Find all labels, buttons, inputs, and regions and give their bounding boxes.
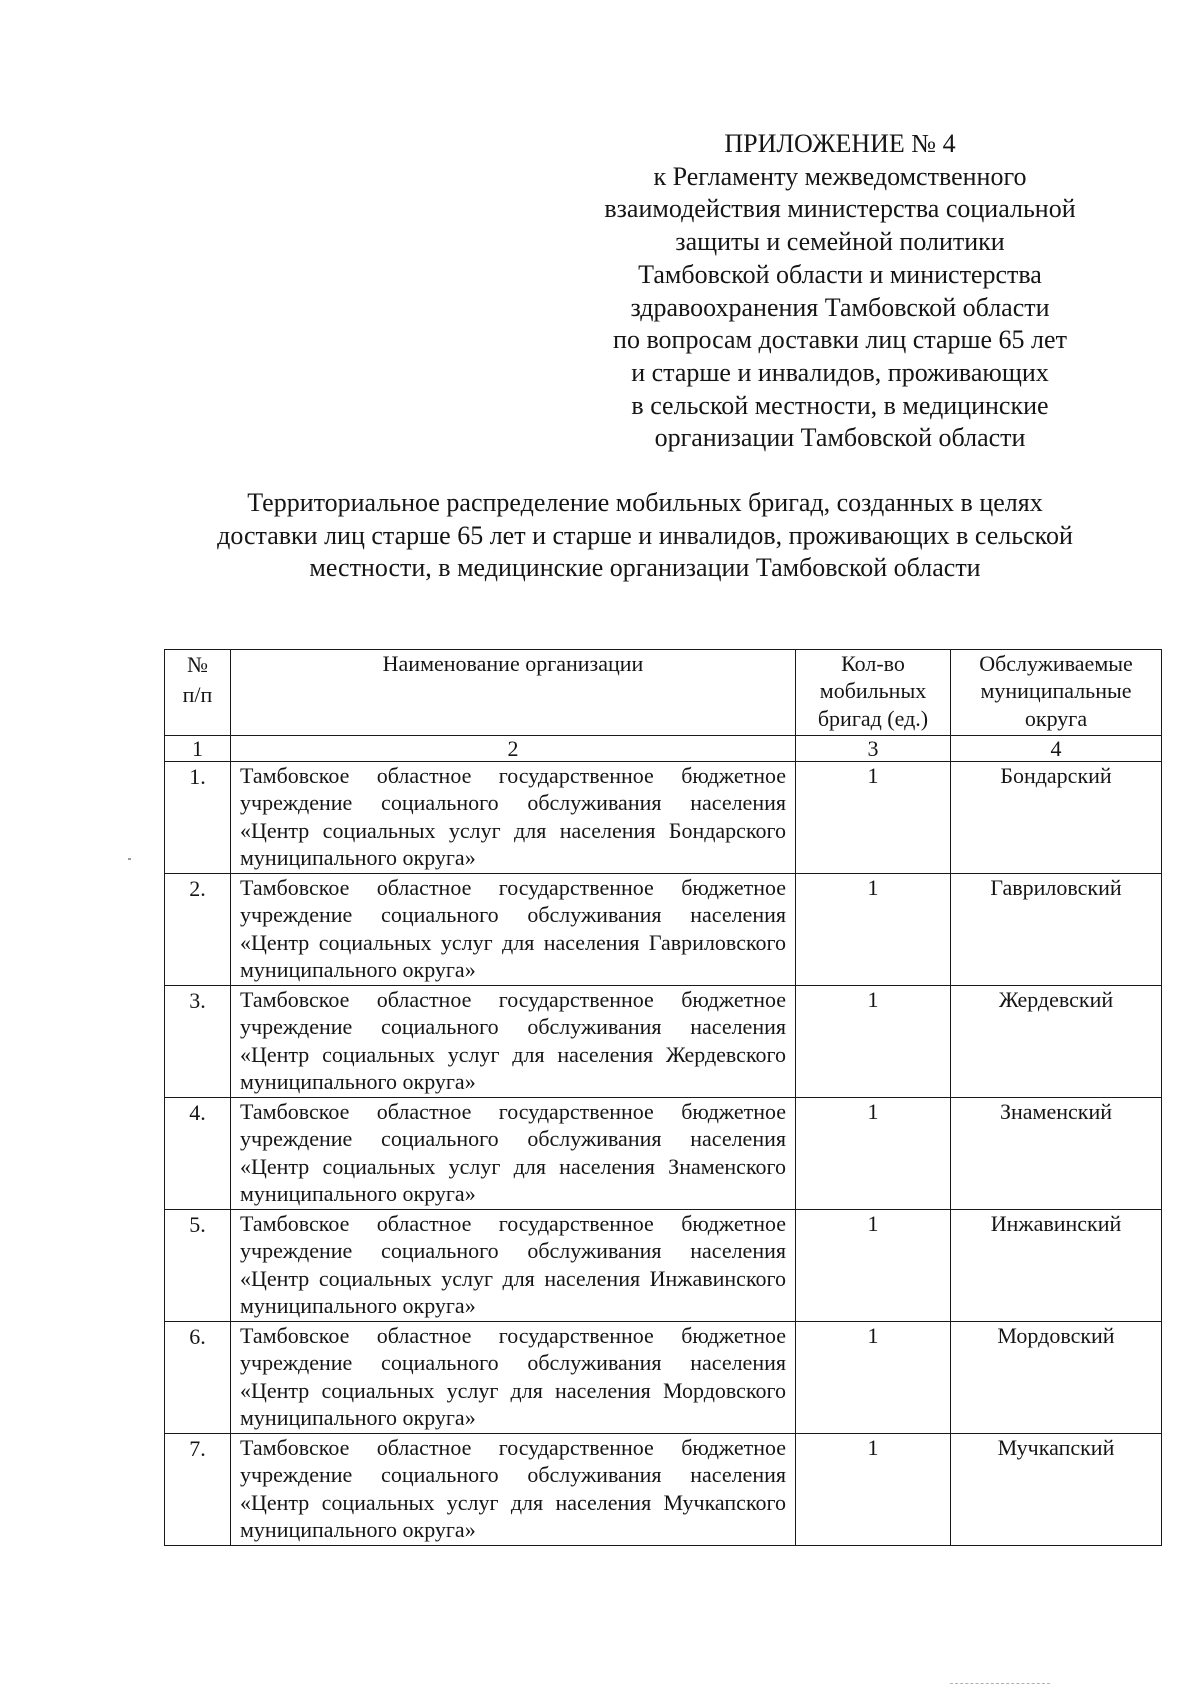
- header-districts-line: округа: [1024, 705, 1088, 731]
- brigade-count: 1: [796, 986, 951, 1098]
- scan-speck: [128, 858, 131, 860]
- table-row: [165, 762, 1162, 874]
- appendix-line: организации Тамбовской области: [654, 423, 1026, 453]
- organization-name: Тамбовское областное государственное бюджетное учреждение социального обслуживания населения «Центр социальных услуг для населения Жердевского муниципального округа»: [231, 986, 796, 1098]
- table-row: [165, 1434, 1162, 1546]
- scan-artifact-line: [950, 1683, 1050, 1684]
- header-organization: Наименование организации: [231, 650, 796, 736]
- header-districts: [951, 650, 1162, 736]
- header-count-line: бригад (ед.): [817, 705, 929, 731]
- table-row: [165, 986, 1162, 1098]
- district-name: Бондарский: [951, 762, 1162, 874]
- column-number: 1: [165, 736, 231, 762]
- row-number: 3.: [165, 986, 231, 1098]
- organization-name: Тамбовское областное государственное бюджетное учреждение социального обслуживания населения «Центр социальных услуг для населения Бондарского муниципального округа»: [231, 762, 796, 874]
- header-number-line: №: [187, 652, 208, 677]
- organization-name: Тамбовское областное государственное бюджетное учреждение социального обслуживания населения «Центр социальных услуг для населения Мучкапского муниципального округа»: [231, 1434, 796, 1546]
- appendix-line: и старше и инвалидов, проживающих: [631, 357, 1049, 387]
- table-row: [165, 1098, 1162, 1210]
- appendix-header: [560, 128, 1120, 455]
- document-title: [170, 487, 1120, 585]
- appendix-title: ПРИЛОЖЕНИЕ № 4: [724, 129, 956, 158]
- brigade-count: 1: [796, 1210, 951, 1322]
- brigades-table: [164, 649, 1162, 1546]
- table-row: [165, 1322, 1162, 1434]
- organization-name: Тамбовское областное государственное бюджетное учреждение социального обслуживания населения «Центр социальных услуг для населения Знаменского муниципального округа»: [231, 1098, 796, 1210]
- appendix-line: Тамбовской области и министерства: [638, 259, 1042, 289]
- appendix-line: здравоохранения Тамбовской области: [630, 292, 1050, 322]
- title-line: местности, в медицинские организации Тамбовской области: [309, 553, 981, 582]
- row-number: 2.: [165, 874, 231, 986]
- row-number: 6.: [165, 1322, 231, 1434]
- row-number: 7.: [165, 1434, 231, 1546]
- district-name: Мучкапский: [951, 1434, 1162, 1546]
- brigade-count: 1: [796, 874, 951, 986]
- title-line: Территориальное распределение мобильных бригад, созданных в целях: [247, 488, 1043, 517]
- header-districts-line: Обслуживаемые: [979, 651, 1133, 676]
- row-number: 5.: [165, 1210, 231, 1322]
- appendix-line: в сельской местности, в медицинские: [631, 390, 1049, 420]
- column-number: 2: [231, 736, 796, 762]
- header-districts-line: муниципальные: [980, 678, 1132, 704]
- appendix-line: к Регламенту межведомственного: [653, 161, 1027, 191]
- title-line: доставки лиц старше 65 лет и старше и инвалидов, проживающих в сельской: [217, 520, 1073, 550]
- brigade-count: 1: [796, 1434, 951, 1546]
- organization-name: Тамбовское областное государственное бюджетное учреждение социального обслуживания населения «Центр социальных услуг для населения Инжавинского муниципального округа»: [231, 1210, 796, 1322]
- brigade-count: 1: [796, 1322, 951, 1434]
- organization-name: Тамбовское областное государственное бюджетное учреждение социального обслуживания населения «Центр социальных услуг для населения Гавриловского муниципального округа»: [231, 874, 796, 986]
- appendix-line: по вопросам доставки лиц старше 65 лет: [613, 325, 1067, 355]
- row-number: 4.: [165, 1098, 231, 1210]
- district-name: Инжавинский: [951, 1210, 1162, 1322]
- district-name: Знаменский: [951, 1098, 1162, 1210]
- brigade-count: 1: [796, 1098, 951, 1210]
- column-number-row: [165, 736, 1162, 762]
- column-number: 3: [796, 736, 951, 762]
- header-count-line: мобильных: [819, 678, 927, 704]
- header-count-line: Кол-во: [841, 651, 905, 676]
- header-number-line: п/п: [182, 682, 213, 707]
- appendix-line: взаимодействия министерства социальной: [604, 194, 1076, 224]
- table-header-row: [165, 650, 1162, 736]
- column-number: 4: [951, 736, 1162, 762]
- header-brigade-count: [796, 650, 951, 736]
- header-number: [165, 650, 231, 736]
- table-row: [165, 1210, 1162, 1322]
- district-name: Мордовский: [951, 1322, 1162, 1434]
- district-name: Жердевский: [951, 986, 1162, 1098]
- row-number: 1.: [165, 762, 231, 874]
- brigade-count: 1: [796, 762, 951, 874]
- organization-name: Тамбовское областное государственное бюджетное учреждение социального обслуживания населения «Центр социальных услуг для населения Мордовского муниципального округа»: [231, 1322, 796, 1434]
- appendix-line: защиты и семейной политики: [675, 227, 1005, 257]
- table-row: [165, 874, 1162, 986]
- district-name: Гавриловский: [951, 874, 1162, 986]
